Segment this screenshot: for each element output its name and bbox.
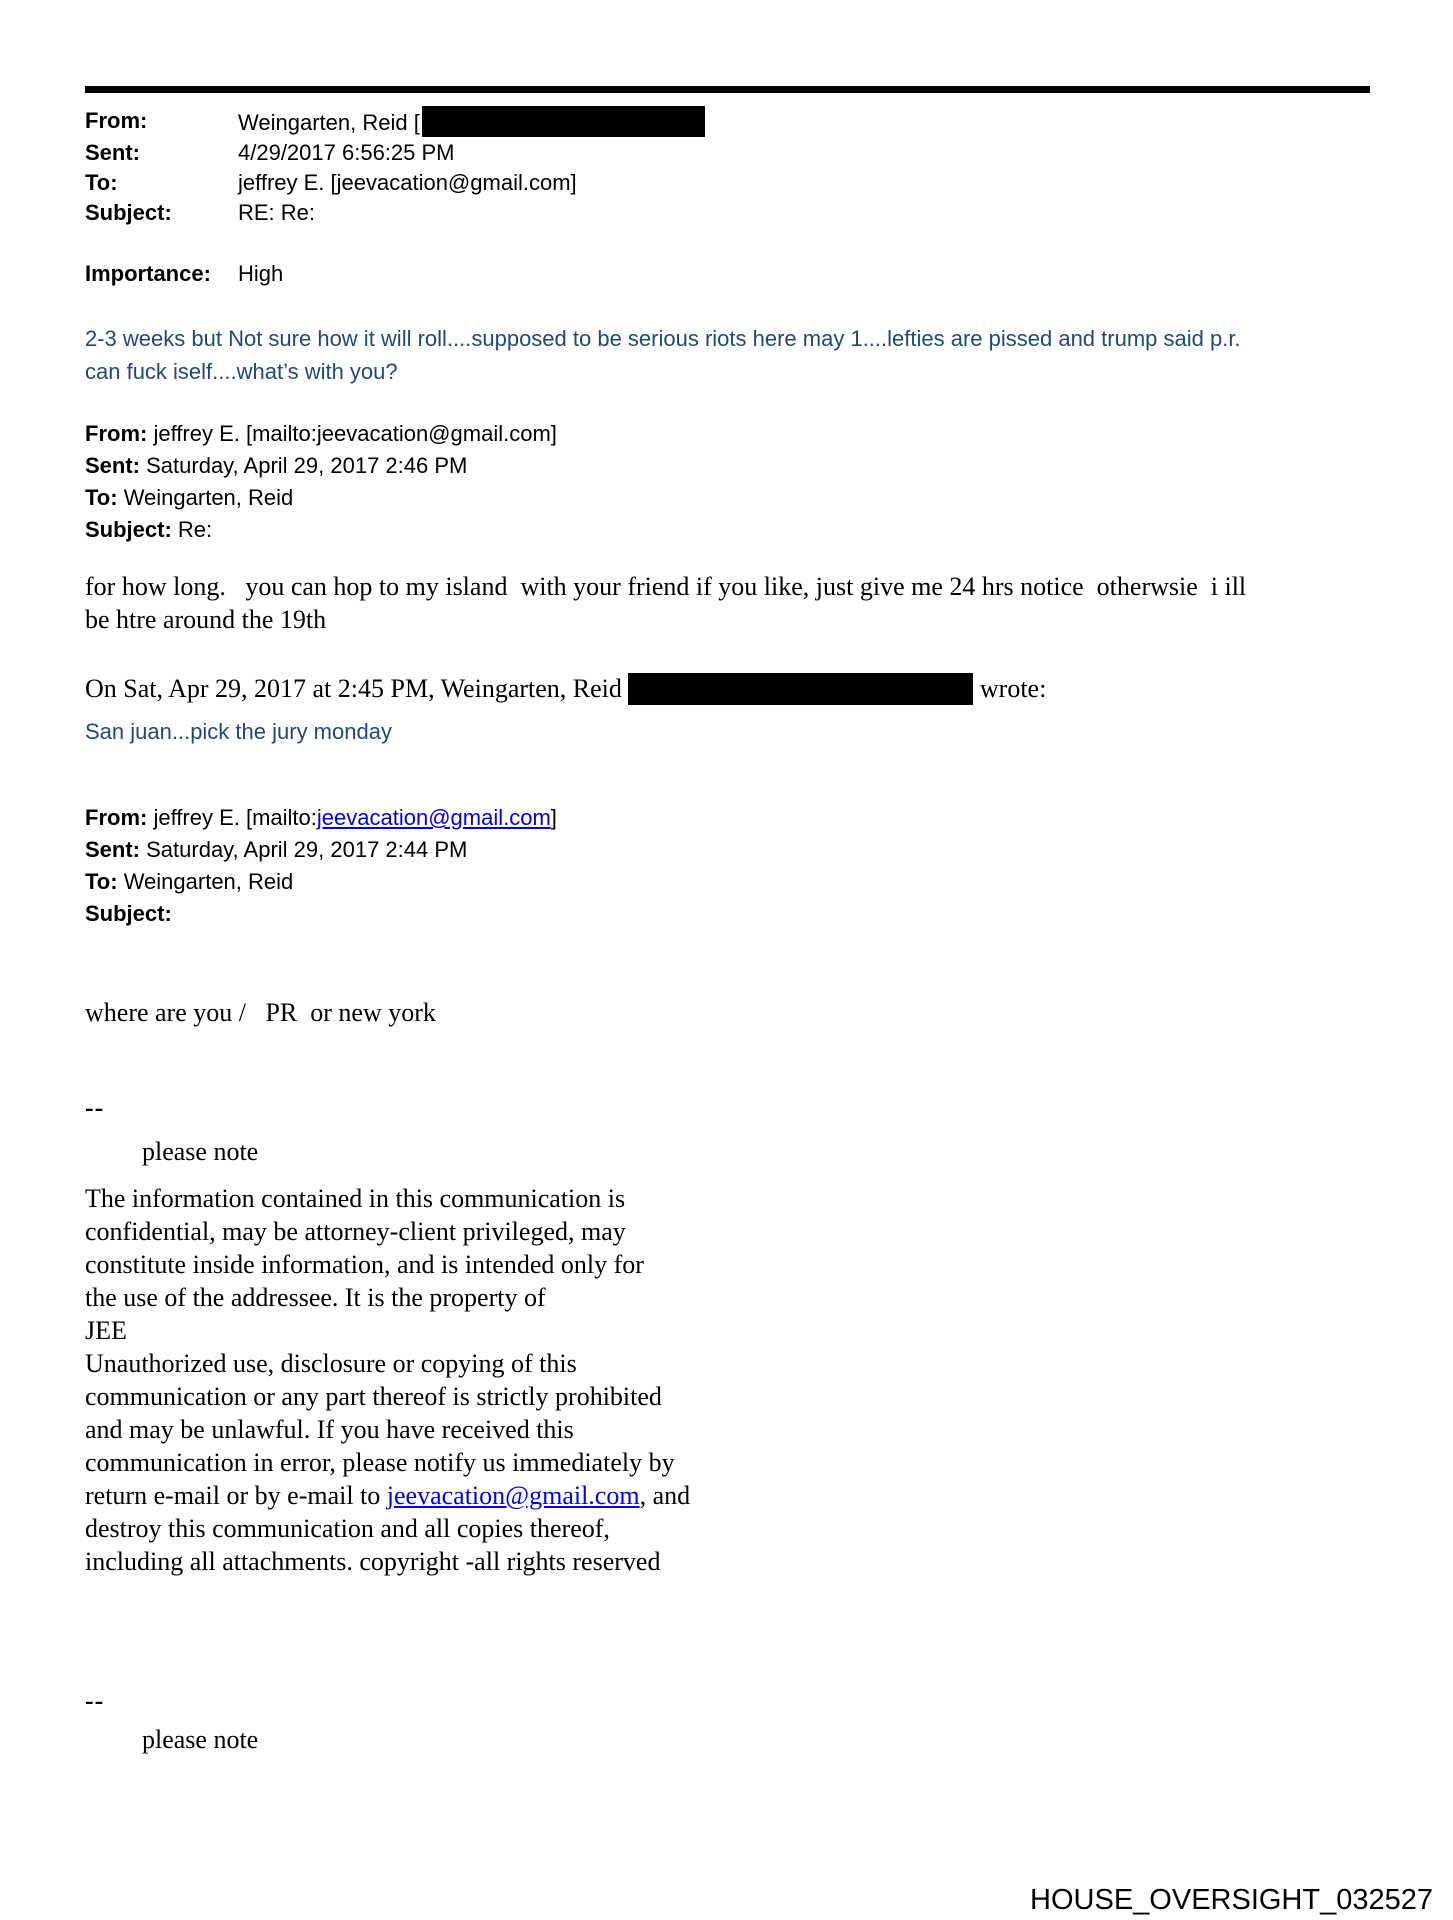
disclaimer-email-post: , and: [639, 1481, 691, 1510]
to-label: To:: [85, 170, 118, 195]
header-row-sent: [85, 138, 1393, 168]
from-value: [238, 106, 705, 138]
disclaimer-line: confidential, may be attorney-client privileged, may: [85, 1217, 626, 1246]
disclaimer-line: communication or any part thereof is strictly prohibited: [85, 1382, 662, 1411]
message-1-line-2: be htre around the 19th: [85, 605, 327, 634]
subject-label: Subject:: [85, 200, 172, 225]
message-1-line-1: for how long. you can hop to my island with your friend if you like, just give me 24 hrs notice otherwsie i ill: [85, 572, 1247, 601]
importance-value: High: [238, 261, 284, 286]
message-body-1: [85, 570, 1393, 636]
quoted-2-from-label: From:: [85, 805, 154, 830]
attribution-pre: On Sat, Apr 29, 2017 at 2:45 PM, Weingarten, Reid: [85, 674, 629, 703]
quoted-2-from-post: ]: [550, 805, 557, 830]
quoted-2-sent-value: Saturday, April 29, 2017 2:44 PM: [146, 837, 468, 862]
sent-value: 4/29/2017 6:56:25 PM: [238, 140, 455, 165]
quoted-subject-value: Re:: [177, 517, 213, 542]
quoted-header-1: [85, 418, 1393, 546]
reply-message-line-2: can fuck iself....what’s with you?: [85, 359, 398, 384]
quoted-from-value: jeffrey E. [mailto:jeevacation@gmail.com]: [153, 421, 557, 446]
email-link-disclaimer[interactable]: jeevacation@gmail.com: [386, 1481, 640, 1510]
header-row-subject: [85, 198, 1393, 228]
signature-1-dashes: --: [85, 1093, 105, 1122]
quoted-to-value: Weingarten, Reid: [123, 485, 294, 510]
header-row-to: [85, 168, 1393, 198]
disclaimer-line: destroy this communication and all copies thereof,: [85, 1514, 610, 1543]
to-value: jeffrey E. [jeevacation@gmail.com]: [238, 170, 577, 195]
email-header-block: [85, 106, 1393, 289]
disclaimer-email-line: [85, 1479, 1393, 1512]
disclaimer-block: [85, 1182, 1393, 1578]
disclaimer-line: Unauthorized use, disclosure or copying of this: [85, 1349, 577, 1378]
quoted-2-to-value: Weingarten, Reid: [123, 869, 294, 894]
email-link-mailto[interactable]: jeevacation@gmail.com: [316, 805, 551, 830]
quoted-sent-label: Sent:: [85, 453, 147, 478]
bates-number: HOUSE_OVERSIGHT_032527: [1030, 1884, 1433, 1916]
quoted-header-1-from: [85, 418, 1393, 450]
quoted-header-2-from: [85, 802, 1393, 834]
disclaimer-line: the use of the addressee. It is the property of: [85, 1283, 546, 1312]
quoted-header-2-subject: [85, 898, 1393, 930]
redaction-bar-attribution: [628, 673, 973, 705]
from-value-text: Weingarten, Reid [: [238, 110, 420, 135]
signature-2-note: please note: [142, 1725, 259, 1754]
importance-label: Importance:: [85, 261, 211, 286]
disclaimer-line: and may be unlawful. If you have received this: [85, 1415, 574, 1444]
disclaimer-line: JEE: [85, 1316, 127, 1345]
quoted-header-2-to: [85, 866, 1393, 898]
quoted-header-1-to: [85, 482, 1393, 514]
quoted-sent-value: Saturday, April 29, 2017 2:46 PM: [146, 453, 468, 478]
reply-message-2: San juan...pick the jury monday: [85, 719, 392, 744]
quoted-header-1-sent: [85, 450, 1393, 482]
disclaimer-line: The information contained in this communication is: [85, 1184, 626, 1213]
subject-value: RE: Re:: [238, 200, 316, 225]
header-row-from: [85, 106, 1393, 138]
from-label: From:: [85, 108, 148, 133]
document-content: [0, 86, 1453, 1756]
header-row-importance: [85, 259, 1393, 289]
top-divider-rule: [85, 86, 1370, 93]
quoted-2-subject-label: Subject:: [85, 901, 172, 926]
quoted-header-2-sent: [85, 834, 1393, 866]
quoted-header-2: [85, 802, 1393, 930]
quoted-header-1-subject: [85, 514, 1393, 546]
signature-2-dashes: --: [85, 1686, 105, 1715]
quoted-2-from-pre: jeffrey E. [mailto:: [153, 805, 317, 830]
disclaimer-line: including all attachments. copyright -all rights reserved: [85, 1547, 661, 1576]
reply-message-line-1: 2-3 weeks but Not sure how it will roll....supposed to be serious riots here may 1....lefties are pissed and trump said p.r.: [85, 326, 1241, 351]
quoted-to-label: To:: [85, 485, 124, 510]
redaction-bar-from: [422, 106, 705, 137]
quoted-subject-label: Subject:: [85, 517, 178, 542]
reply-message-body: [85, 322, 1393, 388]
disclaimer-line: constitute inside information, and is intended only for: [85, 1250, 644, 1279]
sent-label: Sent:: [85, 140, 140, 165]
disclaimer-email-pre: return e-mail or by e-mail to: [85, 1481, 387, 1510]
message-body-2: where are you / PR or new york: [85, 998, 436, 1027]
attribution-post: wrote:: [973, 674, 1047, 703]
quoted-2-to-label: To:: [85, 869, 124, 894]
disclaimer-line: communication in error, please notify us immediately by: [85, 1448, 675, 1477]
quoted-from-label: From:: [85, 421, 154, 446]
quoted-2-sent-label: Sent:: [85, 837, 147, 862]
signature-1-note: please note: [142, 1137, 259, 1166]
attribution-line: [85, 672, 1393, 706]
